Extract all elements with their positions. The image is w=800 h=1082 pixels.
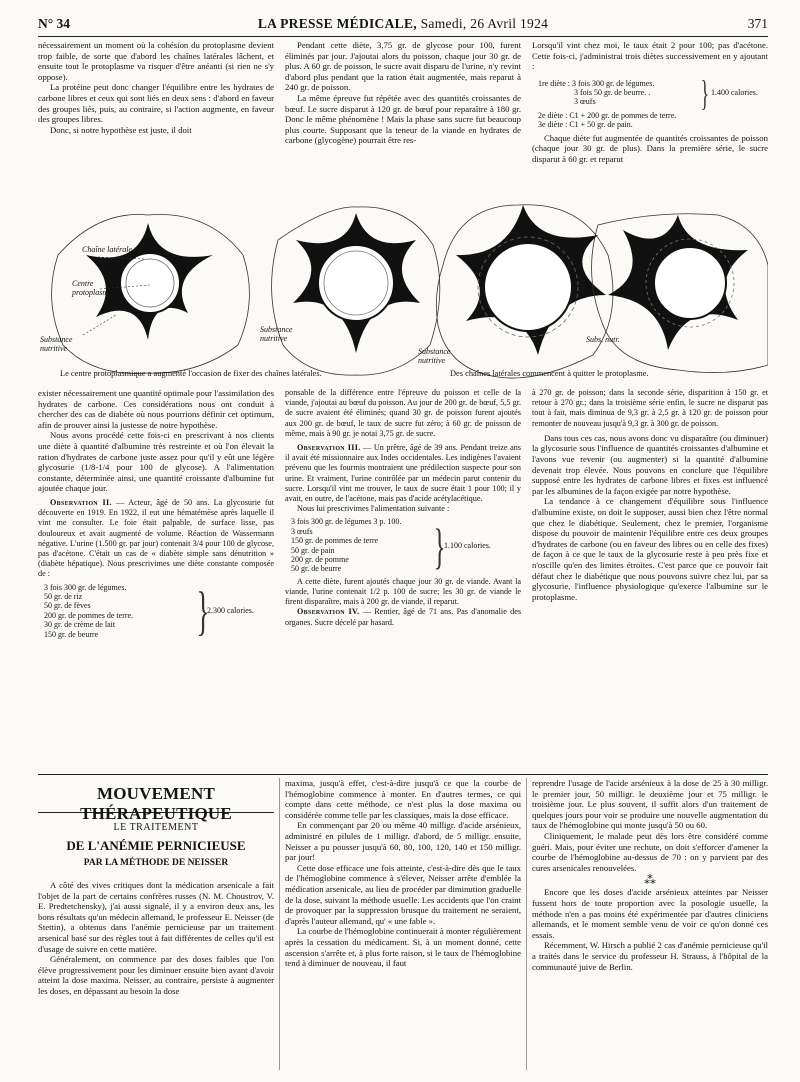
asterism: ⁂	[644, 873, 656, 888]
paragraph: ponsable de la différence entre l'épreuve du poisson et celle de la viande, j'ajoutai au bœuf du poisson. Au jour de 200 gr. de bœuf, 5,5 gr. de sucre avaient été éliminés; quand 30 gr. de poisson furent ajoutés aux 200 gr. de bœuf, le taux de sucre fut zéro; à 60 gr. de poisson de même, mais à 90 gr. je notai 3,75 gr. de sucre.	[285, 388, 521, 438]
middle-column-3	[532, 388, 768, 770]
label-substance-3: Substance nutritive	[418, 347, 451, 365]
section-banner	[38, 776, 274, 823]
page-header	[38, 14, 768, 34]
paragraph: La courbe de l'hémoglobine continuerait à monter régulièrement après la cessation du médicament. Si, à un moment donné, cette ascension s'arrête et, à plus forte raison, si le taux de l'hémoglobine tend à diminuer de nouveau, il faut	[285, 926, 521, 969]
diet-list-3: 3 fois 300 gr. de légumes 3 p. 100. 3 œufs 150 gr. de pommes de terre 50 gr. de pain 200 gr. de pomme 50 gr. de beurre } 1.100 calories.	[291, 517, 491, 574]
article-subtitle: PAR LA MÉTHODE DE NEISSER	[83, 858, 229, 868]
diet-total: 1.400 calories.	[711, 88, 758, 98]
bottom-column-2	[285, 778, 521, 1070]
cell-panel-4	[592, 214, 768, 373]
diet-line: 3 fois 50 gr. de beurre. .	[574, 88, 651, 98]
issue-date: Samedi, 26 Avril 1924	[420, 16, 549, 31]
bottom-column-3	[532, 778, 768, 1070]
middle-column-2	[285, 388, 521, 770]
top-column-2	[285, 40, 521, 188]
figure	[38, 195, 768, 385]
caption-right: Des chaînes latérales commencent à quitter le protoplasme.	[450, 369, 649, 378]
observation-4: Observation IV. — Rentier, âgé de 71 ans. Pas d'anomalie des organes. Sucre décelé par hasard.	[285, 607, 521, 627]
paragraph: Nous avons procédé cette fois-ci en prescrivant à nos clients une diète à quantité d'albumine très restreinte et où l'on élevait la ration d'hydrates de carbone juste assez pour qu'il y eût une légère glycosurie (1/8-1/4 pour 100 de glycose). A l'alimentation constante, déterminée ainsi, une quantité croissante d'albumine fut ajoutée chaque jour.	[38, 430, 274, 494]
paragraph: Nous lui prescrivimes l'alimentation suivante :	[297, 504, 450, 514]
paragraph: nécessairement un moment où la cohésion du protoplasme devient trop faible, de sorte que d'abord les chaînes latérales lâchent, et ensuite tout le protoplasme va risquer d'être anéanti (si rien ne s'y oppose).	[38, 40, 274, 82]
label-substance: Substance nutritive	[40, 335, 73, 353]
page-number: 371	[747, 16, 768, 31]
diet-total-2: 2.300 calories.	[207, 606, 254, 616]
paragraph: à 270 gr. de poisson; dans la seconde série, disparition à 150 gr. et retour à 270 gr.; dans la troisième série enfin, le sucre ne disparut pas tout à fait, mais diminua de 9,3 gr. à 2,5 gr. à 120 gr. de poisson pour remonter de nouveau jusqu'à 9,3 gr. à 300 gr. de poisson.	[532, 388, 768, 428]
observation-3: Observation III. — Un prêtre, âgé de 39 ans. Pendant treize ans il avait été missionnaire aux Indes occidentales. Les indigènes l'avaient prévenu que les fourmis montraient une prédilection suspecte pour son urine. Et vraiment, l'urine contrôlée par un médecin parut contenir du sucre. Lorsqu'il vint me trouver, le taux de sucre était 1 pour 100; il y avait, en outre, de l'acétone, mais pas d'acide acétylacétique.	[285, 443, 521, 504]
diet-total-3: 1.100 calories.	[444, 540, 491, 550]
figure-drawing	[38, 195, 768, 385]
paragraph: Cette dose efficace une fois atteinte, c'est-à-dire dès que le taux de l'hémoglobine commence à s'élever, Neisser arrête d'emblée la médication arsenicale, au lieu de procéder par diminution graduelle de la dose, suivant la méthode usuelle. Les accidents que l'on craint de provoquer par la suppression brusque du traitement ne seraient, d'après l'auteur allemand, qu' « une fable ».	[285, 862, 521, 926]
paragraph: Récemment, W. Hirsch a publié 2 cas d'anémie pernicieuse qu'il a traités dans le service du professeur H. Strauss, à l'hôpital de la communauté juive de Berlin.	[532, 940, 768, 972]
journal-title: LA PRESSE MÉDICALE, Samedi, 26 Avril 1924	[257, 16, 549, 31]
diet-line: 1re diète : 3 fois 300 gr. de légumes.	[538, 78, 655, 88]
diet-list-2: 3 fois 300 gr. de légumes. 50 gr. de riz 50 gr. de fèves 200 gr. de pommes de terre. 30 gr. de crème de lait 150 gr. de beurre } 2.300 calories.	[44, 580, 254, 641]
paragraph: Donc, si notre hypothèse est juste, il doit	[50, 124, 192, 135]
article-title: DE L'ANÉMIE PERNICIEUSE	[66, 838, 246, 853]
paragraph: Dans tous ces cas, nous avons donc vu disparaître (ou diminuer) la glycosurie sous l'influence de quantités croissantes d'albumine et l'avons vue revenir (ou augmenter) si la quantité d'albumine devenait trop élevée. Nous pouvons en conclure que l'équilibre supposé entre les hydrates de carbone libres et fixes est influencé par les albumines de la façon exigée par notre hypothèse.	[532, 432, 768, 496]
paragraph: Lorsqu'il vint chez moi, le taux était 2 pour 100; pas d'acétone. Cette fois-ci, j'administrai trois diètes successivement en y ajoutant :	[532, 40, 768, 72]
paragraph: Chaque diète fut augmentée de quantités croissantes de poisson (chaque jour 30 gr. de plus). Dans la première série, le sucre disparut à 60 gr. et reparut	[532, 132, 768, 164]
article-kicker: LE TRAITEMENT	[113, 822, 199, 833]
paragraph: Encore que les doses d'acide arsénieux atteintes par Neisser fussent hors de toute proportion avec la posologie usuelle, la méthode n'en a pas moins été expérimentée par d'autres cliniciens allemands, et le moment semble venu de voir ce qu'on donné ces essais.	[532, 887, 768, 940]
section-title: MOUVEMENT THÉRAPEUTIQUE	[80, 784, 232, 823]
caption-left: Le centre protoplasmique a augmenté l'occasion de fixer des chaînes latérales.	[60, 369, 322, 378]
paragraph: A cette diète, furent ajoutés chaque jour 30 gr. de viande. Avant la viande, l'urine contenait 1/2 p. 100 de sucre; les 30 gr. de viande le firent disparaître, mais à 200 gr. de viande, il reparut.	[285, 576, 521, 607]
diet-line: 3 œufs	[574, 97, 596, 107]
issue-number: N° 34	[38, 16, 71, 31]
paragraph: La même épreuve fut répétée avec des quantités croissantes de bœuf. Le sucre disparut à 120 gr. de bœuf pour reparaître à 180 gr. Donc le même phénomène ! Mais la phase sans sucre fut beaucoup plus courte. Supposant que la teneur de la viande en hydrates de carbone (glycogène) pourrait être res-	[285, 92, 521, 146]
top-column-1	[38, 40, 274, 188]
cell-panel-2	[272, 207, 440, 375]
paragraph: Pendant cette diète, 3,75 gr. de glycose pour 100, furent éliminés par jour. J'ajoutai alors du poisson, chaque jour 30 gr. de plus. A 60 gr. de poisson, le sucre avait disparu de l'urine, n'y revint d'abord plus pendant que la ration était augmentée, mais reparut à 240 gr. de poisson.	[285, 40, 521, 93]
paragraph: La tendance à ce changement d'équilibre sous l'influence d'albumine existe, on doit le supposer, aussi bien chez l'être normal que chez le diabétique. Seulement, chez le premier, l'organisme dispose du pouvoir de maintenir l'équilibre entre ces deux groupes d'hydrates de carbone (ou en faveur des libres ou en celle des fixes) de façon à ce que le taux de la glycosurie reste à peu près fixe et n'oscille qu'en des limites étroites. C'est parce que ce pouvoir fait défaut chez le diabétique que nous pouvons suivre chez lui, par sa glycosurie, l'influence physiologique qu'exerce l'albumine sur le protoplasme.	[532, 496, 768, 602]
diet-line: 3e diète : C1 + 50 gr. de pain.	[538, 120, 633, 130]
bottom-column-1	[38, 880, 274, 1070]
paragraph: maxima, jusqu'à effet, c'est-à-dire jusqu'à ce que la courbe de l'hémoglobine commence à monter. En d'autres termes, ce qui compte dans cette méthode, ce n'est plus la dose maxima ou considérée comme telle par les classiques, mais la dose efficace.	[285, 778, 521, 820]
diet-list: 1re diète : 3 fois 300 gr. de légumes. 3 fois 50 gr. de beurre. . 3 œufs } 1.400 calories. 2e diète : C1 + 200 gr. de pommes de terre. 3e diète : C1 + 50 gr. de pain.	[538, 75, 768, 130]
paragraph: reprendre l'usage de l'acide arsénieux à la dose de 25 à 30 milligr. le premier jour, 50 milligr. le deuxième jour et 75 milligr. le troisième jour. Le plus souvent, il suffit alors d'un traitement de quelques jours pour voir se produire une nouvelle augmentation du taux de l'hémoglobine qui monte jusqu'à 50 ou 60.	[532, 778, 768, 831]
paragraph: exister nécessairement une quantité optimale pour l'assimilation des hydrates de carbone. Ces considérations nous ont conduit à chercher des cas de diabète où nous pourrions définir cet optimum, afin de prouver ainsi la justesse de notre hypothèse.	[38, 388, 274, 430]
paragraph: En commençant par 20 ou même 40 milligr. d'acide arsénieux, administré en pilules de 1 milligr. d'abord, de 5 milligr. ensuite, Neisser a pu pousser jusqu'à 60, 80, 100, 120, 140 et 150 milligr. par jour!	[285, 820, 521, 863]
diet-line: 2e diète : C1 + 200 gr. de pommes de terre.	[538, 110, 677, 120]
paragraph: La protéine peut donc changer l'équilibre entre les hydrates de carbone libres et ceux qui sont liés en deux sens : d'abord en faveur des groupes liés, puis, au contraire, si l'action augmente, en faveur des groupes libres.	[38, 82, 274, 125]
paragraph: Cliniquement, le malade peut dès lors être considéré comme guéri. Mais, pour éviter une rechute, on doit s'efforcer d'amener la courbe de l'hémoglobine au-dessus de 70 : on y parvient par des cures arsenicales renouvelées.	[532, 830, 768, 873]
header-rule	[38, 36, 768, 37]
paragraph: A côté des vives critiques dont la médication arsenicale a fait l'objet de la part de certains confrères russes (N. M. Choustrov, V. E. Predtetchensky), j'ai aussi signalé, il y a environ deux ans, les bons résultats qu'un médecin allemand, le professeur E. Neisser (de Stettin), a obtenus dans l'anémie pernicieuse par un traitement arsenical basé sur des règles tout à fait différentes de celles qu'il est d'usage de suivre en cette matière.	[38, 880, 274, 954]
label-chaine: Chaîne latérale	[82, 245, 132, 254]
label-subs: Subs. nutr.	[586, 335, 620, 344]
top-column-3	[532, 40, 768, 188]
observation-2: Observation II. — Acteur, âgé de 50 ans. La glycosurie fut découverte en 1919. En 1922, il eut une hématémèse après laquelle il vint me consulter. Le foie était palpable, de surface lisse, pas douloureux et avait augmenté de volume. Réaction de Wassermann négative. L'urine (1.500 gr. par jour) contenait 3/4 pour 100 de glycose, pas d'acétone. C'était un cas de « diabète simple sans dénutrition » (diabète hépatique). Nous prescrivimes une diète constante composée de :	[38, 497, 274, 579]
middle-column-1	[38, 388, 274, 770]
section-rule	[38, 774, 768, 775]
label-centre: Centre protoplasmique	[72, 279, 122, 297]
paragraph: Généralement, on commence par des doses faibles que l'on élève progressivement pour les diminuer ensuite bien avant d'avoir atteint la dose maxima. Neisser, au contraire, persiste à augmenter les doses, en dépassant au besoin la dose	[38, 954, 274, 996]
label-substance-2: Substance nutritive	[260, 325, 293, 343]
